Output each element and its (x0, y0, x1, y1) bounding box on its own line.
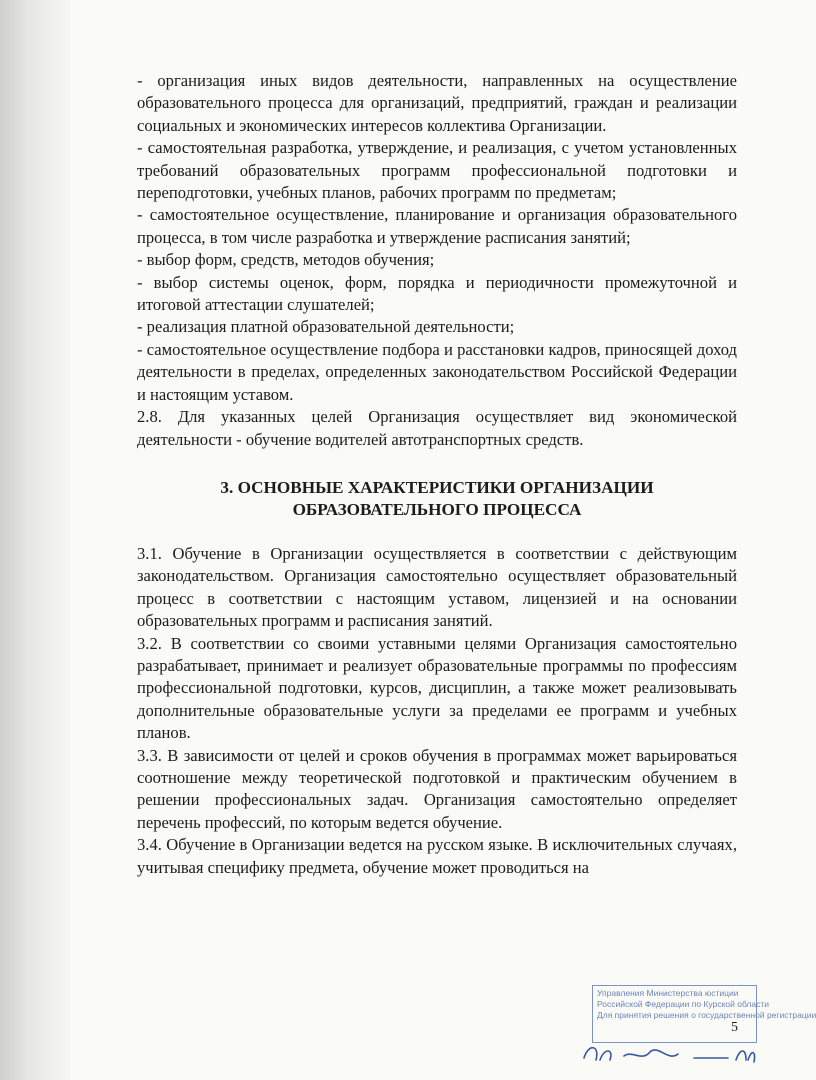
page-number: 5 (731, 1020, 738, 1035)
paragraph-2-8: 2.8. Для указанных целей Организация осуществляет вид экономической деятельности - обучение водителей автотранспортных средств. (137, 407, 737, 449)
paragraph-program-development: - самостоятельная разработка, утверждение, и реализация, с учетом установленных требований образовательных программ профессиональной подготовки и переподготовки, учебных планов, рабочих программ по предметам; (137, 138, 737, 203)
paragraph-3-4: 3.4. Обучение в Организации ведется на русском языке. В исключительных случаях, учитывая специфику предмета, обучение может проводиться на (137, 835, 737, 877)
section-3-heading (137, 477, 737, 521)
stamp-line: Для принятия решения о государственной регистрации (597, 1010, 816, 1020)
paragraph-paid-services: - реализация платной образовательной деятельности; (137, 317, 515, 337)
stamp-line: Российской Федерации по Курской области (597, 999, 770, 1009)
stamp-line: Управления Министерства юстиции (597, 988, 739, 998)
paragraph-activity-other: - организация иных видов деятельности, направленных на осуществление образовательного процесса для организаций, предприятий, граждан и реализации социальных и экономических интересов коллектива Организации. (137, 71, 737, 135)
paragraph-3-2: 3.2. В соответствии со своими уставными целями Организация самостоятельно разрабатывает, принимает и реализует образовательные программы по профессиям профессиональной подготовки, курсов, дисциплин, а также может реализовывать дополнительные образовательные услуги за пределами ее программ и учебных планов. (137, 633, 737, 743)
paragraph-assessment-system: - выбор системы оценок, форм, порядка и периодичности промежуточной и итоговой аттестации слушателей; (137, 272, 737, 315)
paragraph-teaching-methods: - выбор форм, средств, методов обучения; (137, 250, 435, 270)
paragraph-3-1: 3.1. Обучение в Организации осуществляется в соответствии с действующим законодательством. Организация самостоятельно осуществляет образовательный процесс в соответствии с настоящим уставом, лицензией и на основании образовательных программ и расписания занятий. (137, 543, 737, 631)
paragraph-3-3: 3.3. В зависимости от целей и сроков обучения в программах может варьироваться соотношение между теоретической подготовкой и практическим обучением в решении профессиональных задач. Организация самостоятельно определяет перечень профессий, по которым ведется обучение. (137, 745, 737, 832)
section-heading-line2: ОБРАЗОВАТЕЛЬНОГО ПРОЦЕССА (292, 499, 582, 519)
handwritten-date (578, 1030, 758, 1070)
document-page (137, 70, 737, 879)
section-heading-line1: 3. ОСНОВНЫЕ ХАРАКТЕРИСТИКИ ОРГАНИЗАЦИИ (220, 477, 654, 497)
paragraph-process-planning: - самостоятельное осуществление, планирование и организация образовательного процесса, в том числе разработка и утверждение расписания занятий; (137, 205, 737, 247)
scan-edge-shadow (0, 0, 70, 1080)
paragraph-staff-selection: - самостоятельное осуществление подбора и расстановки кадров, приносящей доход деятельности в пределах, определенных законодательством Российской Федерации и настоящим уставом. (137, 339, 737, 404)
